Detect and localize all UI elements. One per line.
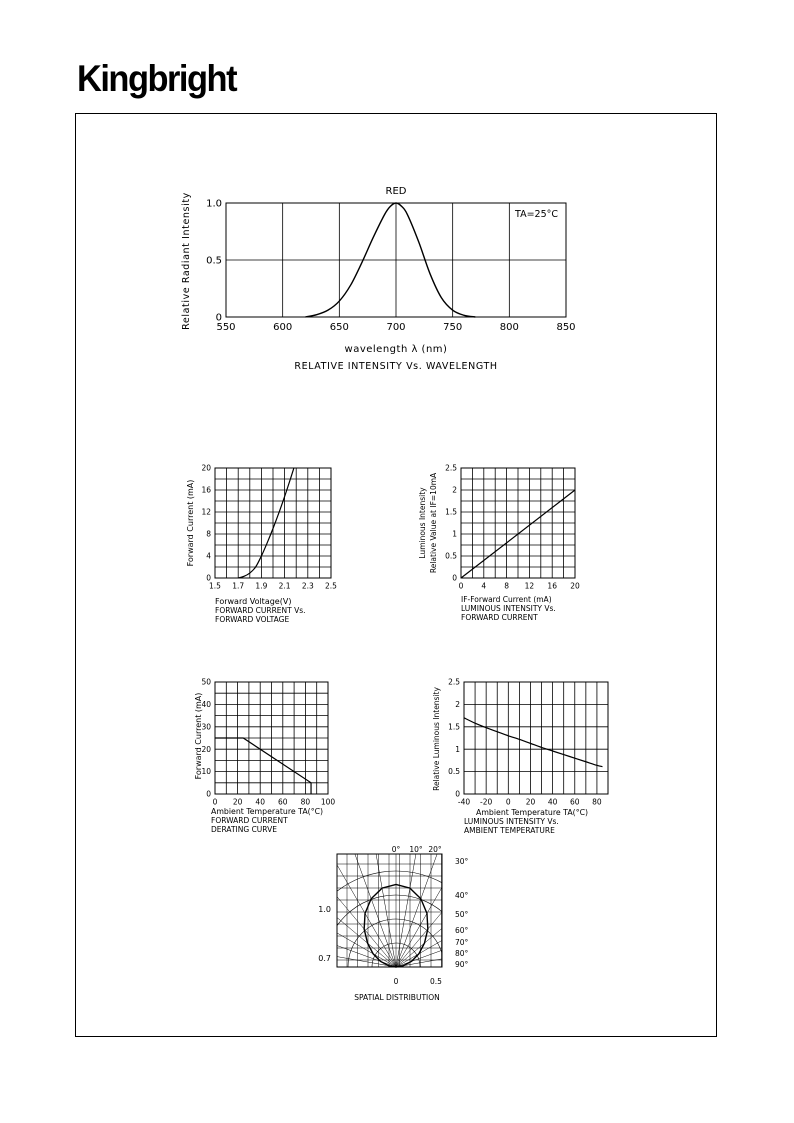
chart-xlabel: Forward Voltage(V) [215,597,292,606]
x-tick-label: 100 [320,797,336,807]
y-tick-label: 0 [206,789,211,799]
y-tick-label: 2 [452,485,457,495]
plot-area [464,682,608,794]
y-tick-label: 12 [201,507,211,517]
angle-label: 90° [455,960,469,969]
x-tick-label: 4 [481,581,487,591]
x-tick-label: 800 [499,322,519,333]
x-tick-label: 1.9 [255,581,268,591]
angle-label: 30° [455,857,469,866]
y-tick-label: 1.5 [448,722,460,732]
y-tick-label: 0.5 [206,255,222,267]
brand-logo: Kingbright [77,58,237,99]
forward-current-derating-chart [180,673,350,838]
x-tick-label: 650 [329,322,349,333]
intensity-label: 0.7 [318,954,331,963]
angle-label: 60° [455,926,469,935]
x-tick-label: -40 [457,797,471,807]
x-tick-label: 850 [556,322,576,333]
x-tick-label: -20 [480,797,493,807]
chart-ylabel-line-2: Relative Value at IF=10mA [429,472,438,574]
angle-label: 10° [409,845,423,854]
chart-ylabel: Forward Current (mA) [194,692,203,780]
y-tick-label: 0 [215,312,222,324]
x-tick-label: 1.5 [209,581,221,591]
y-tick-label: 0 [452,573,457,583]
x-tick-label: 20 [570,581,580,591]
y-tick-label: 30 [201,722,211,732]
y-tick-label: 0.5 [448,767,460,777]
y-tick-label: 2 [455,700,460,710]
x-tick-label: 0 [212,797,218,807]
x-tick-label: 40 [547,797,558,807]
x-tick-label: 1.7 [232,581,245,591]
chart-xlabel: wavelength λ (nm) [344,344,448,355]
relative-intensity-wavelength-chart [170,180,600,380]
y-tick-label: 10 [201,767,211,777]
luminous-intensity-temperature-chart [426,673,616,838]
chart-title-line-1: LUMINOUS INTENSITY Vs. [464,817,559,826]
y-tick-label: 2.5 [445,463,457,473]
y-tick-label: 1 [452,529,457,539]
spatial-distribution-chart [300,842,500,1007]
chart-title-line-2: AMBIENT TEMPERATURE [464,826,555,835]
y-tick-label: 50 [201,677,211,687]
chart-title-line-1: FORWARD CURRENT Vs. [215,606,306,615]
y-tick-label: 1.5 [445,507,457,517]
x-tick-label: 20 [525,797,536,807]
y-tick-label: 0 [455,789,460,799]
angle-label: 80° [455,949,469,958]
x-tick-label: 0 [393,977,399,986]
x-tick-label: 600 [273,322,293,333]
x-tick-label: 80 [300,797,311,807]
chart-title-line-1: FORWARD CURRENT [211,816,288,825]
luminous-intensity-forward-current-chart [412,460,602,630]
forward-current-voltage-chart [180,460,350,630]
x-tick-label: 20 [232,797,243,807]
y-tick-label: 8 [206,529,211,539]
x-tick-label: 80 [592,797,602,807]
x-tick-label: 12 [524,581,535,591]
chart-ylabel: Forward Current (mA) [186,479,195,567]
x-tick-label: 8 [504,581,509,591]
chart-ylabel-line-1: Luminous Intensity [418,487,427,559]
chart-title-line-2: FORWARD CURRENT [461,613,538,622]
chart-xlabel: IF-Forward Current (mA) [461,595,552,604]
y-tick-label: 20 [201,744,211,754]
x-tick-label: 60 [569,797,580,807]
y-tick-label: 0.5 [445,551,457,561]
y-tick-label: 16 [201,485,211,495]
angle-label: 70° [455,938,469,947]
y-tick-label: 20 [201,463,211,473]
chart-xlabel: Ambient Temperature TA(°C) [211,807,324,816]
angle-label: 20° [428,845,442,854]
x-tick-label: 2.5 [325,581,337,591]
chart-title: SPATIAL DISTRIBUTION [354,993,440,1002]
chart-xlabel: Ambient Temperature TA(°C) [476,808,589,817]
chart-title-line-2: DERATING CURVE [211,825,277,834]
angle-label: 40° [455,891,469,900]
y-tick-label: 1 [455,744,460,754]
chart-ylabel: Relative Luminous Intensity [432,687,441,791]
intensity-label: 1.0 [318,905,331,914]
x-tick-label: 2.1 [278,581,291,591]
chart-series-line [464,718,602,767]
chart-series-line [215,738,311,794]
x-tick-label: 0 [505,797,511,807]
chart-title: RELATIVE INTENSITY Vs. WAVELENGTH [294,361,498,372]
chart-series-label: RED [385,186,407,197]
x-tick-label: 60 [278,797,288,807]
chart-title-line-2: FORWARD VOLTAGE [215,615,290,624]
y-tick-label: 1.0 [206,198,222,210]
x-tick-label: 550 [216,322,236,333]
chart-annotation: TA=25°C [515,209,558,220]
angle-label: 0° [391,845,401,854]
x-tick-label: 700 [386,322,406,333]
angle-label: 50° [455,910,469,919]
x-tick-label: 0.5 [430,977,442,986]
y-tick-label: 0 [206,573,211,583]
x-tick-label: 2.3 [301,581,314,591]
y-tick-label: 4 [206,551,211,561]
y-tick-label: 40 [201,700,211,710]
chart-title-line-1: LUMINOUS INTENSITY Vs. [461,604,556,613]
x-tick-label: 16 [547,581,557,591]
y-tick-label: 2.5 [448,677,460,687]
x-tick-label: 750 [443,322,463,333]
x-tick-label: 40 [255,797,265,807]
x-tick-label: 0 [458,581,464,591]
chart-ylabel: Relative Radiant Intensity [181,192,192,330]
